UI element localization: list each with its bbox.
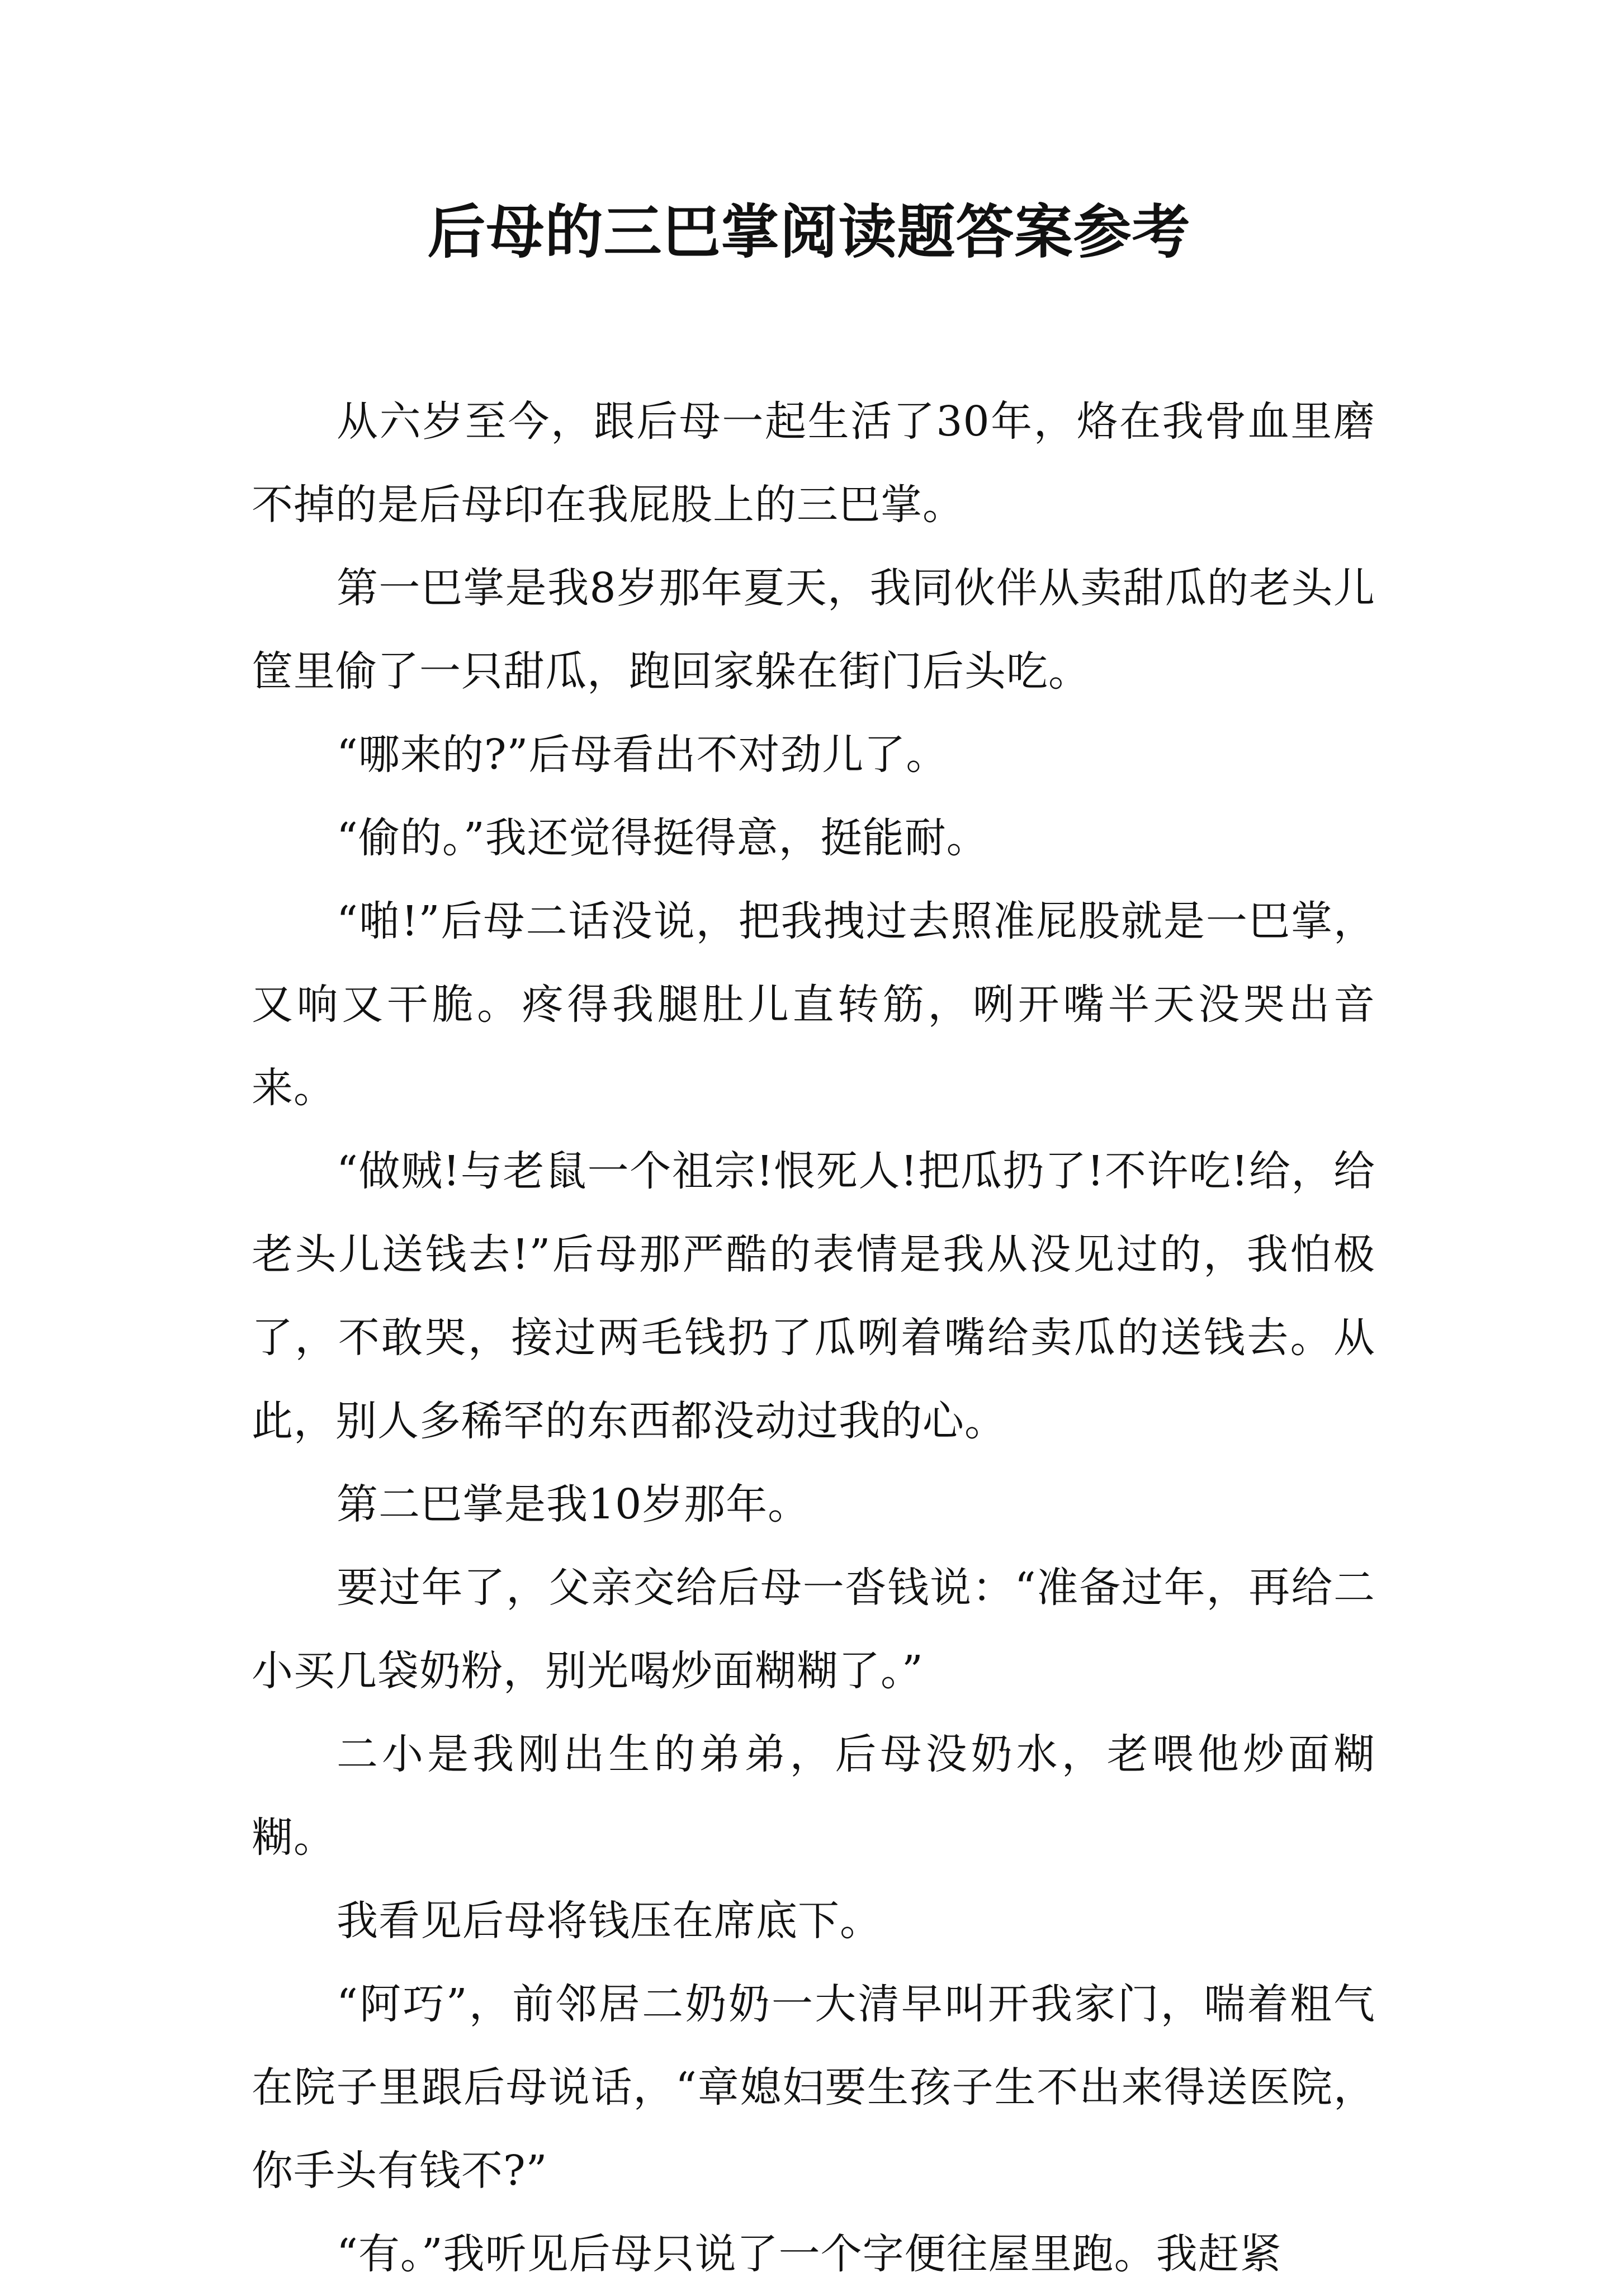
- paragraph: “阿巧”，前邻居二奶奶一大清早叫开我家门，喘着粗气在院子里跟后母说话，“章媳妇要生孩子生不出来得送医院，你手头有钱不?”: [252, 1980, 1375, 2195]
- paragraph: 第二巴掌是我10岁那年。: [337, 1480, 810, 1528]
- paragraph: 要过年了，父亲交给后母一沓钱说：“准备过年，再给二小买几袋奶粉，别光喝炒面糊糊了。”: [252, 1564, 1375, 1695]
- document-body: [252, 380, 1375, 2296]
- paragraph: 我看见后母将钱压在席底下。: [337, 1897, 882, 1945]
- paragraph: “啪!”后母二话没说，把我拽过去照准屁股就是一巴掌，又响又干脆。疼得我腿肚儿直转筋，咧开嘴半天没哭出音来。: [252, 897, 1375, 1112]
- paragraph: 第一巴掌是我8岁那年夏天，我同伙伴从卖甜瓜的老头儿筐里偷了一只甜瓜，跑回家躲在街门后头吃。: [252, 564, 1375, 695]
- paragraph: “有。”我听见后母只说了一个字便往屋里跑。我赶紧: [337, 2230, 1282, 2278]
- paragraph: “哪来的?”后母看出不对劲儿了。: [337, 731, 948, 779]
- document-title: 后母的三巴掌阅读题答案参考: [427, 197, 1191, 266]
- paragraph: 从六岁至今，跟后母一起生活了30年，烙在我骨血里磨不掉的是后母印在我屁股上的三巴掌。: [252, 397, 1375, 529]
- paragraph: 二小是我刚出生的弟弟，后母没奶水，老喂他炒面糊糊。: [252, 1730, 1375, 1862]
- paragraph: “做贼!与老鼠一个祖宗!恨死人!把瓜扔了!不许吃!给，给老头儿送钱去!”后母那严酷的表情是我从没见过的，我怕极了，不敢哭，接过两毛钱扔了瓜咧着嘴给卖瓜的送钱去。从此，别人多稀罕的东西都没动过我的心。: [252, 1147, 1375, 1445]
- paragraph: “偷的。”我还觉得挺得意，挺能耐。: [337, 814, 988, 862]
